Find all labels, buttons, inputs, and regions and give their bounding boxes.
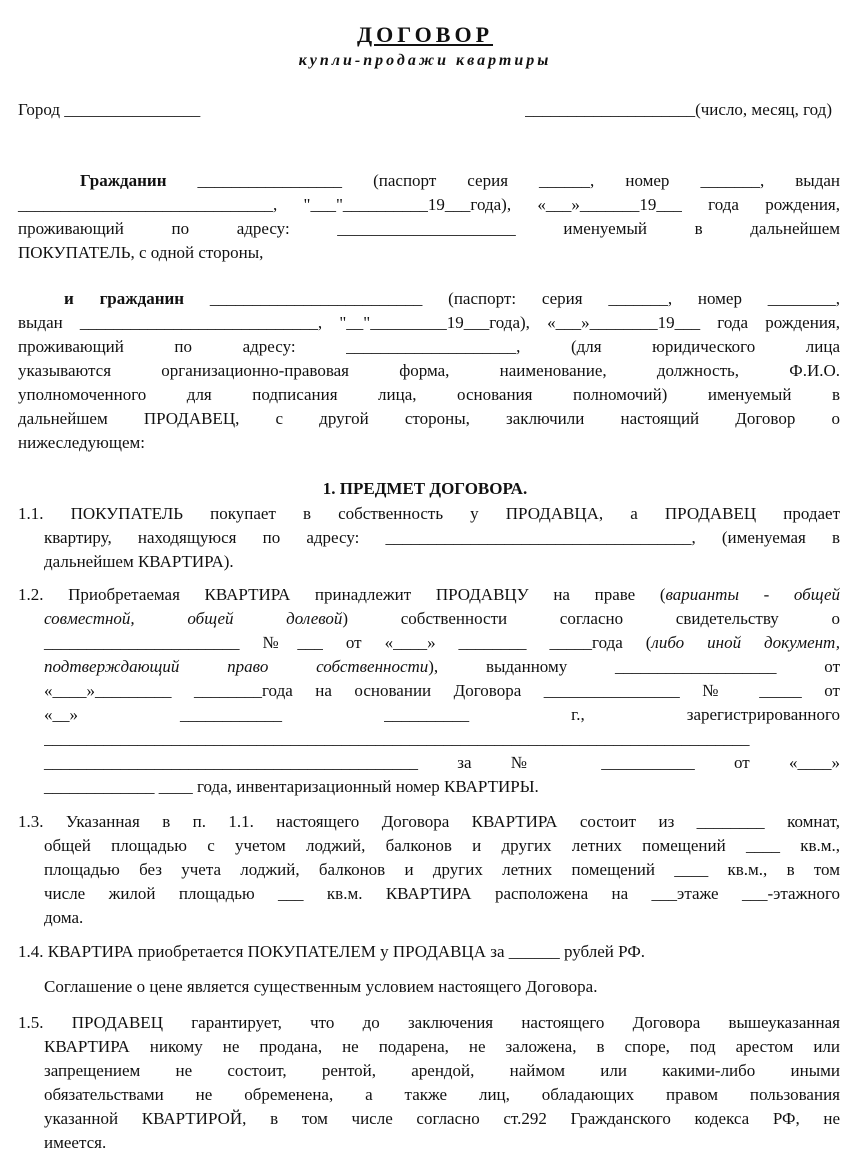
party1-line-2: ______________________________, "___"__________19___года), «___»_______19___ года рождения,	[18, 195, 840, 214]
clause-1-2-line-1-italic: варианты - общей	[665, 585, 840, 604]
clause-1-3-line-1: 1.3. Указанная в п. 1.1. настоящего Договора КВАРТИРА состоит из ________ комнат,	[18, 812, 840, 831]
date-field: ____________________(число, месяц, год)	[525, 100, 832, 119]
clause-1-1-line-3: дальнейшем КВАРТИРА).	[44, 552, 234, 571]
clause-1-5-line-4: обязательствами не обременена, а также лиц, обладающих правом пользования	[44, 1085, 840, 1104]
clause-1-2-line-8: ____________________________________________ за № ___________ от «____»	[44, 753, 840, 772]
party2-line-6: дальнейшем ПРОДАВЕЦ, с другой стороны, заключили настоящий Договор о	[18, 409, 840, 428]
clause-1-1-line-2: квартиру, находящуюся по адресу: ____________________________________, (именуемая в	[44, 528, 840, 547]
clause-1-2-line-4	[44, 657, 840, 677]
clause-1-2-line-5: «____»_________ ________года на основании Договора ________________ № _____ от	[44, 681, 840, 700]
clause-1-3-line-5: дома.	[44, 908, 84, 927]
clause-1-2-line-7: ___________________________________________________________________________________	[44, 729, 750, 748]
party2-line-4: указываются организационно-правовая форма, наименование, должность, Ф.И.О.	[18, 361, 840, 380]
party2-line-2: выдан ____________________________, "__"_________19___года), «___»________19___ года рождения,	[18, 313, 840, 332]
clause-1-5-line-3: запрещением не состоит, рентой, арендой, наймом или какими-либо иными	[44, 1061, 840, 1080]
clause-1-2-line-4-italic: подтверждающий право собственности	[44, 657, 429, 676]
clause-1-2-line-2-text: ) собственности согласно свидетельству о	[342, 609, 840, 628]
clause-1-4-line-2: Соглашение о цене является существенным условием настоящего Договора.	[44, 977, 598, 996]
clause-1-5-line-5: указанной КВАРТИРОЙ, в том числе согласно ст.292 Гражданского кодекса РФ, не	[44, 1109, 840, 1128]
clause-1-5-line-6: имеется.	[44, 1133, 107, 1152]
clause-1-1-line-1: 1.1. ПОКУПАТЕЛЬ покупает в собственность у ПРОДАВЦА, а ПРОДАВЕЦ продает	[18, 504, 840, 523]
clause-1-3-line-3: площадью без учета лоджий, балконов и других летних помещений ____ кв.м., в том	[44, 860, 840, 879]
party1-line-4: ПОКУПАТЕЛЬ, с одной стороны,	[18, 243, 264, 262]
clause-1-4-line-1: 1.4. КВАРТИРА приобретается ПОКУПАТЕЛЕМ у ПРОДАВЦА за ______ рублей РФ.	[18, 942, 645, 961]
clause-1-3-line-4: числе жилой площадью ___ кв.м. КВАРТИРА расположена на ___этаже ___-этажного	[44, 884, 840, 903]
party2-line-3: проживающий по адресу: ____________________, (для юридического лица	[18, 337, 840, 356]
clause-1-2-line-4-text: ), выданному ___________________ от	[428, 657, 840, 676]
party1-line-1	[80, 171, 840, 191]
party1-line-3: проживающий по адресу: _____________________ именуемый в дальнейшем	[18, 219, 840, 238]
document-subtitle: купли-продажи квартиры	[298, 52, 552, 69]
clause-1-5-line-2: КВАРТИРА никому не продана, не подарена, не заложена, в споре, под арестом или	[44, 1037, 840, 1056]
party2-line-5: уполномоченного для подписания лица, основания полномочий) именуемый в	[18, 385, 840, 404]
clause-1-3-line-2: общей площадью с учетом лоджий, балконов и других летних помещений ____ кв.м.,	[44, 836, 840, 855]
city-field: Город ________________	[18, 100, 201, 119]
clause-1-2-line-1	[18, 585, 840, 605]
clause-1-2-line-9: _____________ ____ года, инвентаризационный номер КВАРТИРЫ.	[44, 777, 539, 796]
clause-1-2-line-1-text: 1.2. Приобретаемая КВАРТИРА принадлежит ПРОДАВЦУ на праве (	[18, 585, 666, 604]
section-1-heading: 1. ПРЕДМЕТ ДОГОВОРА.	[322, 479, 528, 498]
clause-1-2-line-2-italic: совместной, общей долевой	[44, 609, 343, 628]
party1-label: Гражданин	[80, 171, 167, 190]
party2-line-7: нижеследующем:	[18, 433, 146, 452]
clause-1-2-line-2	[44, 609, 840, 629]
party1-line-1-text: _________________ (паспорт серия ______, номер _______, выдан	[166, 171, 840, 190]
clause-1-5-line-1: 1.5. ПРОДАВЕЦ гарантирует, что до заключения настоящего Договора вышеуказанная	[18, 1013, 840, 1032]
party2-line-1	[64, 289, 840, 309]
clause-1-2-line-3-italic: либо иной документ,	[651, 633, 840, 652]
party2-label: и гражданин	[64, 289, 185, 308]
document-title: ДОГОВОР	[356, 22, 494, 47]
clause-1-2-line-3-text: _______________________ №___ от «____» ________ _____года (	[44, 633, 652, 652]
party2-line-1-text: _________________________ (паспорт: серия _______, номер ________,	[184, 289, 841, 308]
clause-1-2-line-6: «__» ____________ __________ г., зарегистрированного	[44, 705, 840, 724]
clause-1-2-line-3	[44, 633, 840, 653]
